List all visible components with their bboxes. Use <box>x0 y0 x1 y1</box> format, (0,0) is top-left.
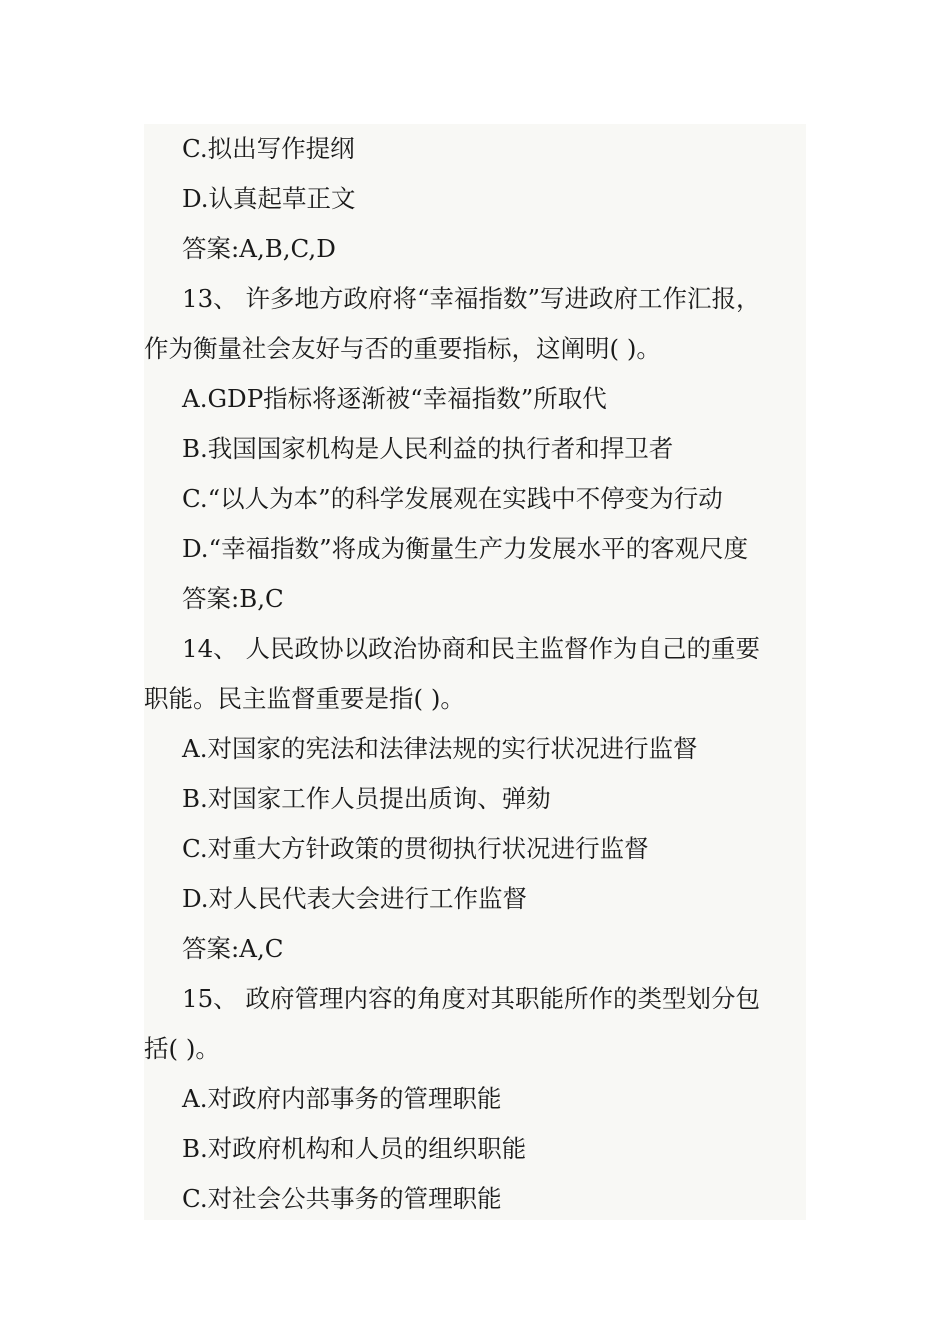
question-13-line2: 作为衡量社会友好与否的重要指标，这阐明( )。 <box>144 334 661 363</box>
question-15-line2: 括( )。 <box>144 1034 220 1063</box>
option-d-q14: D.对人民代表大会进行工作监督 <box>182 884 528 913</box>
option-c-q13: C.“以人为本”的科学发展观在实践中不停变为行动 <box>182 484 723 513</box>
option-a-q13: A.GDP指标将逐渐被“幸福指数”所取代 <box>182 384 607 413</box>
question-13-line1: 13、 许多地方政府将“幸福指数”写进政府工作汇报， <box>182 284 761 313</box>
question-14-line1: 14、 人民政协以政治协商和民主监督作为自己的重要 <box>182 634 760 663</box>
option-a-q15: A.对政府内部事务的管理职能 <box>182 1084 502 1113</box>
answer-q12: 答案:A,B,C,D <box>182 234 336 263</box>
question-14-line2: 职能。民主监督重要是指( )。 <box>144 684 465 713</box>
option-d-q13: D.“幸福指数”将成为衡量生产力发展水平的客观尺度 <box>182 534 749 563</box>
option-b-q15: B.对政府机构和人员的组织职能 <box>182 1134 527 1163</box>
option-b-q14: B.对国家工作人员提出质询、弹劾 <box>182 784 551 813</box>
option-c-q14: C.对重大方针政策的贯彻执行状况进行监督 <box>182 834 649 863</box>
option-a-q14: A.对国家的宪法和法律法规的实行状况进行监督 <box>182 734 698 763</box>
option-d-q12: D.认真起草正文 <box>182 184 356 213</box>
document-page <box>144 124 806 1220</box>
answer-q13: 答案:B,C <box>182 584 284 613</box>
option-b-q13: B.我国国家机构是人民利益的执行者和捍卫者 <box>182 434 674 463</box>
option-c-q12: C.拟出写作提纲 <box>182 134 355 163</box>
option-c-q15: C.对社会公共事务的管理职能 <box>182 1184 502 1213</box>
question-15-line1: 15、 政府管理内容的角度对其职能所作的类型划分包 <box>182 984 760 1013</box>
answer-q14: 答案:A,C <box>182 934 284 963</box>
